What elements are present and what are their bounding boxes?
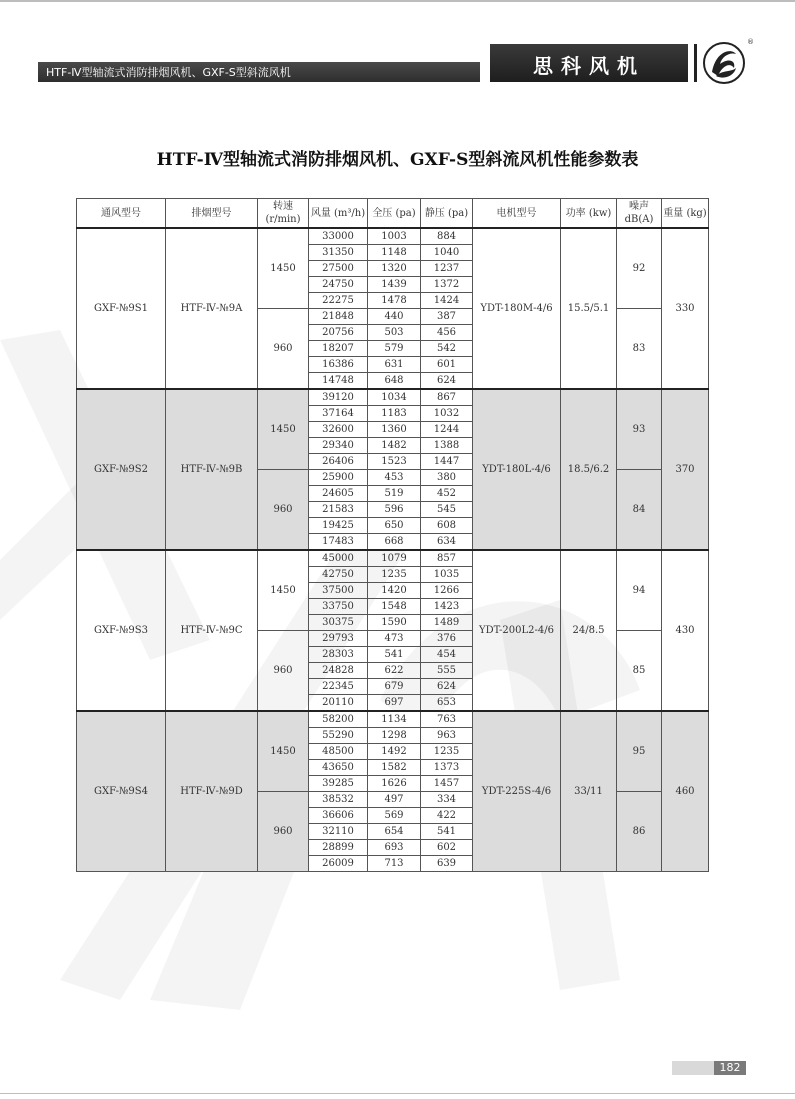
airflow-cell: 26406 (309, 454, 368, 470)
brand-separator (694, 44, 697, 82)
noise-cell: 93 (617, 389, 662, 470)
speed-cell: 960 (258, 309, 309, 390)
total-pressure-cell: 650 (368, 518, 421, 534)
brand-name: 思科风机 (533, 54, 645, 78)
static-pressure-cell: 541 (421, 824, 473, 840)
top-rule (0, 0, 795, 2)
total-pressure-cell: 569 (368, 808, 421, 824)
static-pressure-cell: 624 (421, 373, 473, 390)
airflow-cell: 24828 (309, 663, 368, 679)
page-number: 182 (714, 1061, 746, 1075)
total-pressure-cell: 1003 (368, 228, 421, 245)
total-pressure-cell: 519 (368, 486, 421, 502)
total-pressure-cell: 596 (368, 502, 421, 518)
total-pressure-cell: 1235 (368, 567, 421, 583)
static-pressure-cell: 1032 (421, 406, 473, 422)
airflow-cell: 36606 (309, 808, 368, 824)
smoke-model-cell: HTF-Ⅳ-№9B (166, 389, 258, 550)
static-pressure-cell: 1035 (421, 567, 473, 583)
vent-model-cell: GXF-№9S1 (77, 228, 166, 389)
registered-mark: ® (747, 38, 754, 46)
speed-cell: 960 (258, 792, 309, 872)
airflow-cell: 43650 (309, 760, 368, 776)
noise-cell: 95 (617, 711, 662, 792)
total-pressure-cell: 1079 (368, 550, 421, 567)
page-title: HTF-Ⅳ型轴流式消防排烟风机、GXF-S型斜流风机性能参数表 (156, 150, 639, 170)
airflow-cell: 28899 (309, 840, 368, 856)
smoke-model-cell: HTF-Ⅳ-№9A (166, 228, 258, 389)
power-cell: 33/11 (561, 711, 617, 872)
smoke-model-cell: HTF-Ⅳ-№9C (166, 550, 258, 711)
total-pressure-cell: 579 (368, 341, 421, 357)
table-row (77, 389, 709, 406)
weight-cell: 460 (662, 711, 709, 872)
airflow-cell: 18207 (309, 341, 368, 357)
total-pressure-cell: 622 (368, 663, 421, 679)
static-pressure-cell: 867 (421, 389, 473, 406)
table-row (77, 228, 709, 245)
speed-cell: 1450 (258, 389, 309, 470)
static-pressure-cell: 608 (421, 518, 473, 534)
brand-box (490, 44, 688, 82)
sk-logo-icon (702, 42, 746, 84)
total-pressure-cell: 541 (368, 647, 421, 663)
static-pressure-cell: 1237 (421, 261, 473, 277)
header-power: 功率 (kw) (561, 199, 617, 229)
header-noise: 噪声 dB(A) (617, 199, 662, 229)
airflow-cell: 39120 (309, 389, 368, 406)
static-pressure-cell: 1489 (421, 615, 473, 631)
total-pressure-cell: 654 (368, 824, 421, 840)
power-cell: 18.5/6.2 (561, 389, 617, 550)
total-pressure-cell: 503 (368, 325, 421, 341)
total-pressure-cell: 648 (368, 373, 421, 390)
static-pressure-cell: 763 (421, 711, 473, 728)
noise-cell: 92 (617, 228, 662, 309)
total-pressure-cell: 1298 (368, 728, 421, 744)
motor-model-cell: YDT-225S-4/6 (473, 711, 561, 872)
total-pressure-cell: 1439 (368, 277, 421, 293)
airflow-cell: 20110 (309, 695, 368, 712)
static-pressure-cell: 624 (421, 679, 473, 695)
total-pressure-cell: 473 (368, 631, 421, 647)
airflow-cell: 29793 (309, 631, 368, 647)
noise-cell: 84 (617, 470, 662, 551)
airflow-cell: 31350 (309, 245, 368, 261)
noise-cell: 85 (617, 631, 662, 712)
header-static-pressure: 静压 (pa) (421, 199, 473, 229)
total-pressure-cell: 668 (368, 534, 421, 551)
static-pressure-cell: 653 (421, 695, 473, 712)
noise-cell: 86 (617, 792, 662, 872)
total-pressure-cell: 697 (368, 695, 421, 712)
static-pressure-cell: 1266 (421, 583, 473, 599)
vent-model-cell: GXF-№9S3 (77, 550, 166, 711)
total-pressure-cell: 631 (368, 357, 421, 373)
static-pressure-cell: 454 (421, 647, 473, 663)
weight-cell: 370 (662, 389, 709, 550)
bottom-rule (0, 1093, 795, 1094)
static-pressure-cell: 334 (421, 792, 473, 808)
noise-cell: 94 (617, 550, 662, 631)
airflow-cell: 33750 (309, 599, 368, 615)
airflow-cell: 30375 (309, 615, 368, 631)
airflow-cell: 48500 (309, 744, 368, 760)
airflow-cell: 29340 (309, 438, 368, 454)
airflow-cell: 42750 (309, 567, 368, 583)
airflow-cell: 17483 (309, 534, 368, 551)
total-pressure-cell: 693 (368, 840, 421, 856)
total-pressure-cell: 713 (368, 856, 421, 872)
series-title: HTF-Ⅳ型轴流式消防排烟风机、GXF-S型斜流风机 (46, 66, 291, 79)
airflow-cell: 16386 (309, 357, 368, 373)
airflow-cell: 24605 (309, 486, 368, 502)
static-pressure-cell: 1040 (421, 245, 473, 261)
series-header-bar (38, 62, 480, 82)
motor-model-cell: YDT-200L2-4/6 (473, 550, 561, 711)
noise-cell: 83 (617, 309, 662, 390)
static-pressure-cell: 1373 (421, 760, 473, 776)
static-pressure-cell: 387 (421, 309, 473, 325)
airflow-cell: 20756 (309, 325, 368, 341)
table-header-row (77, 199, 709, 229)
motor-model-cell: YDT-180M-4/6 (473, 228, 561, 389)
static-pressure-cell: 602 (421, 840, 473, 856)
weight-cell: 330 (662, 228, 709, 389)
total-pressure-cell: 1590 (368, 615, 421, 631)
total-pressure-cell: 1478 (368, 293, 421, 309)
static-pressure-cell: 542 (421, 341, 473, 357)
header-weight: 重量 (kg) (662, 199, 709, 229)
total-pressure-cell: 1582 (368, 760, 421, 776)
airflow-cell: 21583 (309, 502, 368, 518)
airflow-cell: 28303 (309, 647, 368, 663)
header-airflow: 风量 (m³/h) (309, 199, 368, 229)
airflow-cell: 58200 (309, 711, 368, 728)
airflow-cell: 26009 (309, 856, 368, 872)
total-pressure-cell: 497 (368, 792, 421, 808)
power-cell: 24/8.5 (561, 550, 617, 711)
static-pressure-cell: 422 (421, 808, 473, 824)
static-pressure-cell: 555 (421, 663, 473, 679)
total-pressure-cell: 1134 (368, 711, 421, 728)
static-pressure-cell: 1244 (421, 422, 473, 438)
total-pressure-cell: 1626 (368, 776, 421, 792)
static-pressure-cell: 1388 (421, 438, 473, 454)
airflow-cell: 22345 (309, 679, 368, 695)
motor-model-cell: YDT-180L-4/6 (473, 389, 561, 550)
airflow-cell: 21848 (309, 309, 368, 325)
static-pressure-cell: 1372 (421, 277, 473, 293)
speed-cell: 1450 (258, 711, 309, 792)
airflow-cell: 33000 (309, 228, 368, 245)
speed-cell: 1450 (258, 228, 309, 309)
airflow-cell: 32600 (309, 422, 368, 438)
static-pressure-cell: 884 (421, 228, 473, 245)
vent-model-cell: GXF-№9S2 (77, 389, 166, 550)
total-pressure-cell: 440 (368, 309, 421, 325)
static-pressure-cell: 639 (421, 856, 473, 872)
speed-cell: 960 (258, 631, 309, 712)
total-pressure-cell: 453 (368, 470, 421, 486)
static-pressure-cell: 380 (421, 470, 473, 486)
airflow-cell: 24750 (309, 277, 368, 293)
header-total-pressure: 全压 (pa) (368, 199, 421, 229)
static-pressure-cell: 545 (421, 502, 473, 518)
airflow-cell: 38532 (309, 792, 368, 808)
static-pressure-cell: 857 (421, 550, 473, 567)
static-pressure-cell: 1423 (421, 599, 473, 615)
airflow-cell: 39285 (309, 776, 368, 792)
vent-model-cell: GXF-№9S4 (77, 711, 166, 872)
table-row (77, 550, 709, 567)
airflow-cell: 32110 (309, 824, 368, 840)
airflow-cell: 22275 (309, 293, 368, 309)
static-pressure-cell: 1424 (421, 293, 473, 309)
total-pressure-cell: 679 (368, 679, 421, 695)
static-pressure-cell: 634 (421, 534, 473, 551)
total-pressure-cell: 1420 (368, 583, 421, 599)
table-row (77, 711, 709, 728)
total-pressure-cell: 1523 (368, 454, 421, 470)
power-cell: 15.5/5.1 (561, 228, 617, 389)
speed-cell: 960 (258, 470, 309, 551)
static-pressure-cell: 601 (421, 357, 473, 373)
total-pressure-cell: 1360 (368, 422, 421, 438)
airflow-cell: 37164 (309, 406, 368, 422)
airflow-cell: 27500 (309, 261, 368, 277)
static-pressure-cell: 963 (421, 728, 473, 744)
airflow-cell: 14748 (309, 373, 368, 390)
header-smoke-model: 排烟型号 (166, 199, 258, 229)
static-pressure-cell: 456 (421, 325, 473, 341)
static-pressure-cell: 1235 (421, 744, 473, 760)
static-pressure-cell: 1447 (421, 454, 473, 470)
airflow-cell: 25900 (309, 470, 368, 486)
static-pressure-cell: 452 (421, 486, 473, 502)
total-pressure-cell: 1548 (368, 599, 421, 615)
total-pressure-cell: 1492 (368, 744, 421, 760)
total-pressure-cell: 1482 (368, 438, 421, 454)
total-pressure-cell: 1148 (368, 245, 421, 261)
performance-table (76, 198, 709, 872)
total-pressure-cell: 1183 (368, 406, 421, 422)
static-pressure-cell: 1457 (421, 776, 473, 792)
static-pressure-cell: 376 (421, 631, 473, 647)
smoke-model-cell: HTF-Ⅳ-№9D (166, 711, 258, 872)
weight-cell: 430 (662, 550, 709, 711)
airflow-cell: 45000 (309, 550, 368, 567)
airflow-cell: 37500 (309, 583, 368, 599)
header-motor-model: 电机型号 (473, 199, 561, 229)
header-vent-model: 通风型号 (77, 199, 166, 229)
airflow-cell: 19425 (309, 518, 368, 534)
airflow-cell: 55290 (309, 728, 368, 744)
header-speed: 转速 (r/min) (258, 199, 309, 229)
speed-cell: 1450 (258, 550, 309, 631)
total-pressure-cell: 1320 (368, 261, 421, 277)
total-pressure-cell: 1034 (368, 389, 421, 406)
